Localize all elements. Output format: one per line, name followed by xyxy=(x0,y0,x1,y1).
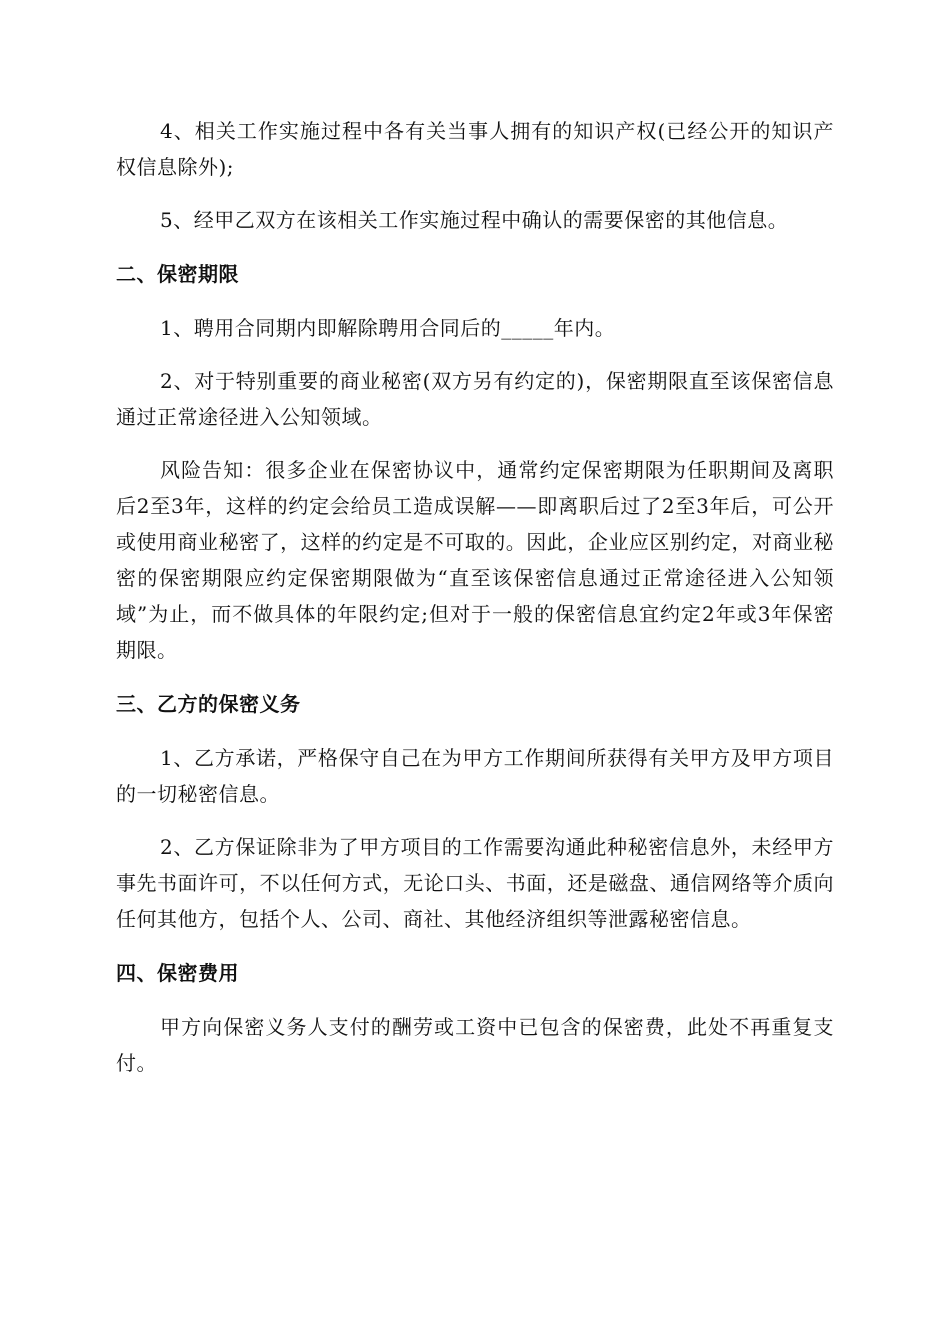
clause-paragraph: 4、相关工作实施过程中各有关当事人拥有的知识产权(已经公开的知识产权信息除外); xyxy=(116,119,834,179)
clause-paragraph: 5、经甲乙双方在该相关工作实施过程中确认的需要保密的其他信息。 xyxy=(160,208,789,232)
risk-notice-paragraph: 风险告知：很多企业在保密协议中，通常约定保密期限为任职期间及离职后2至3年，这样的约定会给员工造成误解——即离职后过了2至3年后，可公开或使用商业秘密了，这样的约定是不可取的。因此，企业应区别约定，对商业秘密的保密期限应约定保密期限做为“直至该保密信息通过正常途径进入公知领域”为止，而不做具体的年限约定;但对于一般的保密信息宜约定2年或3年保密期限。 xyxy=(116,458,834,662)
clause-paragraph: 1、乙方承诺，严格保守自己在为甲方工作期间所获得有关甲方及甲方项目的一切秘密信息。 xyxy=(116,746,834,806)
clause-paragraph: 甲方向保密义务人支付的酬劳或工资中已包含的保密费，此处不再重复支付。 xyxy=(116,1015,834,1075)
clause-paragraph: 1、聘用合同期内即解除聘用合同后的_____年内。 xyxy=(160,316,616,340)
clause-paragraph: 2、对于特别重要的商业秘密(双方另有约定的)，保密期限直至该保密信息通过正常途径进入公知领域。 xyxy=(116,369,834,429)
section-heading: 四、保密费用 xyxy=(116,961,239,985)
section-heading: 二、保密期限 xyxy=(116,262,239,286)
document-body xyxy=(116,113,834,1081)
clause-paragraph: 2、乙方保证除非为了甲方项目的工作需要沟通此种秘密信息外，未经甲方事先书面许可，不以任何方式，无论口头、书面，还是磁盘、通信网络等介质向任何其他方，包括个人、公司、商社、其他经济组织等泄露秘密信息。 xyxy=(116,835,834,931)
section-heading: 三、乙方的保密义务 xyxy=(116,692,301,716)
